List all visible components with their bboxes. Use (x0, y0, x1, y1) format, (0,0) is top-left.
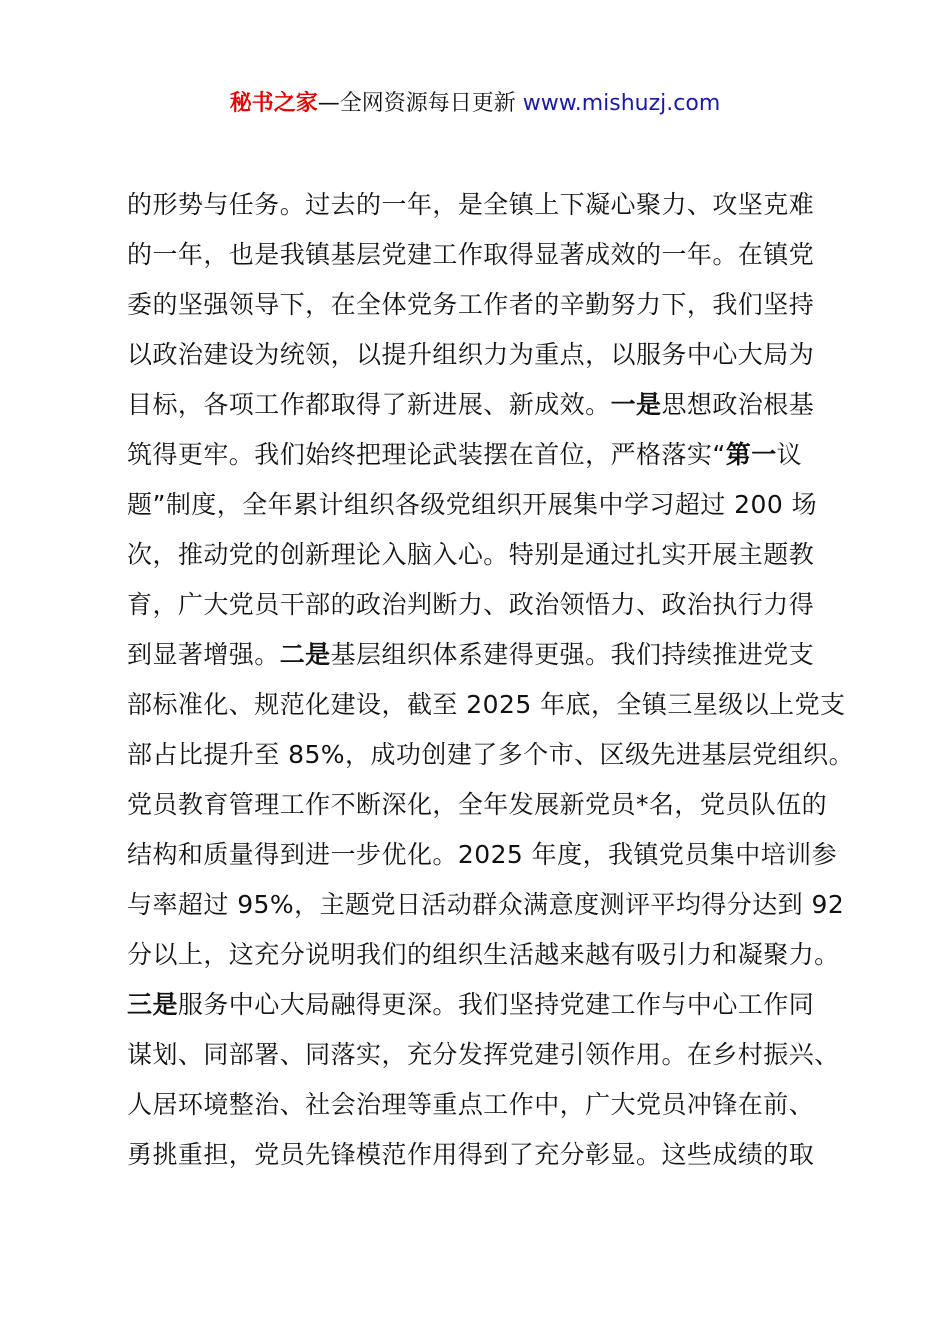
text-line (127, 730, 855, 780)
text-segment: 的形势与任务。过去的一年，是全镇上下凝心聚力、攻坚克难 (127, 190, 815, 219)
document-body (127, 180, 855, 1180)
text-line (127, 1030, 843, 1080)
bold-text-segment: 三是 (127, 990, 178, 1019)
document-header (0, 86, 950, 122)
text-line (127, 880, 843, 930)
text-segment: 以政治建设为统领，以提升组织力为重点，以服务中心大局为 (127, 340, 815, 369)
bold-text-segment: 二是 (279, 640, 331, 669)
text-segment: 基层组织体系建得更强。我们持续推进党支 (330, 640, 815, 669)
text-line (127, 1080, 843, 1130)
bold-text-segment: 第一 (725, 440, 777, 469)
text-line (127, 580, 843, 630)
website-url: www.mishuzj.com (522, 91, 721, 116)
text-segment: 党员教育管理工作不断深化，全年发展新党员*名，党员队伍的 (127, 790, 828, 819)
text-segment: 部占比提升至 85%，成功创建了多个市、区级先进基层党组织。 (127, 740, 855, 769)
text-segment: 结构和质量得到进一步优化。2025 年度，我镇党员集中培训参 (127, 840, 838, 869)
text-line (127, 230, 843, 280)
text-line (127, 930, 843, 980)
text-line (127, 480, 843, 530)
text-segment: 服务中心大局融得更深。我们坚持党建工作与中心工作同 (177, 990, 815, 1019)
text-line (127, 780, 843, 830)
text-line (127, 680, 846, 730)
text-line (127, 1130, 843, 1180)
text-segment: 谋划、同部署、同落实，充分发挥党建引领作用。在乡村振兴、 (127, 1040, 840, 1069)
text-line (127, 180, 843, 230)
text-line (127, 330, 843, 380)
text-segment: 到显著增强。 (127, 640, 280, 669)
text-segment: 分以上，这充分说明我们的组织生活越来越有吸引力和凝聚力。 (127, 940, 840, 969)
text-segment: 部标准化、规范化建设，截至 2025 年底，全镇三星级以上党支 (127, 690, 846, 719)
text-segment: 思想政治根基 (661, 390, 815, 419)
text-segment: 题”制度，全年累计组织各级党组织开展集中学习超过 200 场 (127, 490, 818, 519)
text-segment: 议 (776, 440, 803, 469)
text-line (127, 280, 843, 330)
brand-name: 秘书之家 (229, 91, 318, 116)
text-segment: 育，广大党员干部的政治判断力、政治领悟力、政治执行力得 (127, 590, 815, 619)
text-segment: 筑得更牢。我们始终把理论武装摆在首位，严格落实“ (127, 440, 726, 469)
text-segment: 委的坚强领导下，在全体党务工作者的辛勤努力下，我们坚持 (127, 290, 815, 319)
text-line (127, 380, 843, 430)
header-tagline: —全网资源每日更新 (317, 91, 523, 116)
text-segment: 次，推动党的创新理论入脑入心。特别是通过扎实开展主题教 (127, 540, 815, 569)
text-line (127, 980, 843, 1030)
text-line (127, 630, 843, 680)
text-segment: 与率超过 95%，主题党日活动群众满意度测评平均得分达到 92 (127, 890, 845, 919)
bold-text-segment: 一是 (610, 390, 662, 419)
text-segment: 目标，各项工作都取得了新进展、新成效。 (127, 390, 611, 419)
text-line (127, 530, 843, 580)
text-line (127, 830, 843, 880)
text-segment: 勇挑重担，党员先锋模范作用得到了充分彰显。这些成绩的取 (127, 1140, 815, 1169)
text-segment: 的一年，也是我镇基层党建工作取得显著成效的一年。在镇党 (127, 240, 815, 269)
text-line (127, 430, 843, 480)
text-segment: 人居环境整治、社会治理等重点工作中，广大党员冲锋在前、 (127, 1090, 815, 1119)
